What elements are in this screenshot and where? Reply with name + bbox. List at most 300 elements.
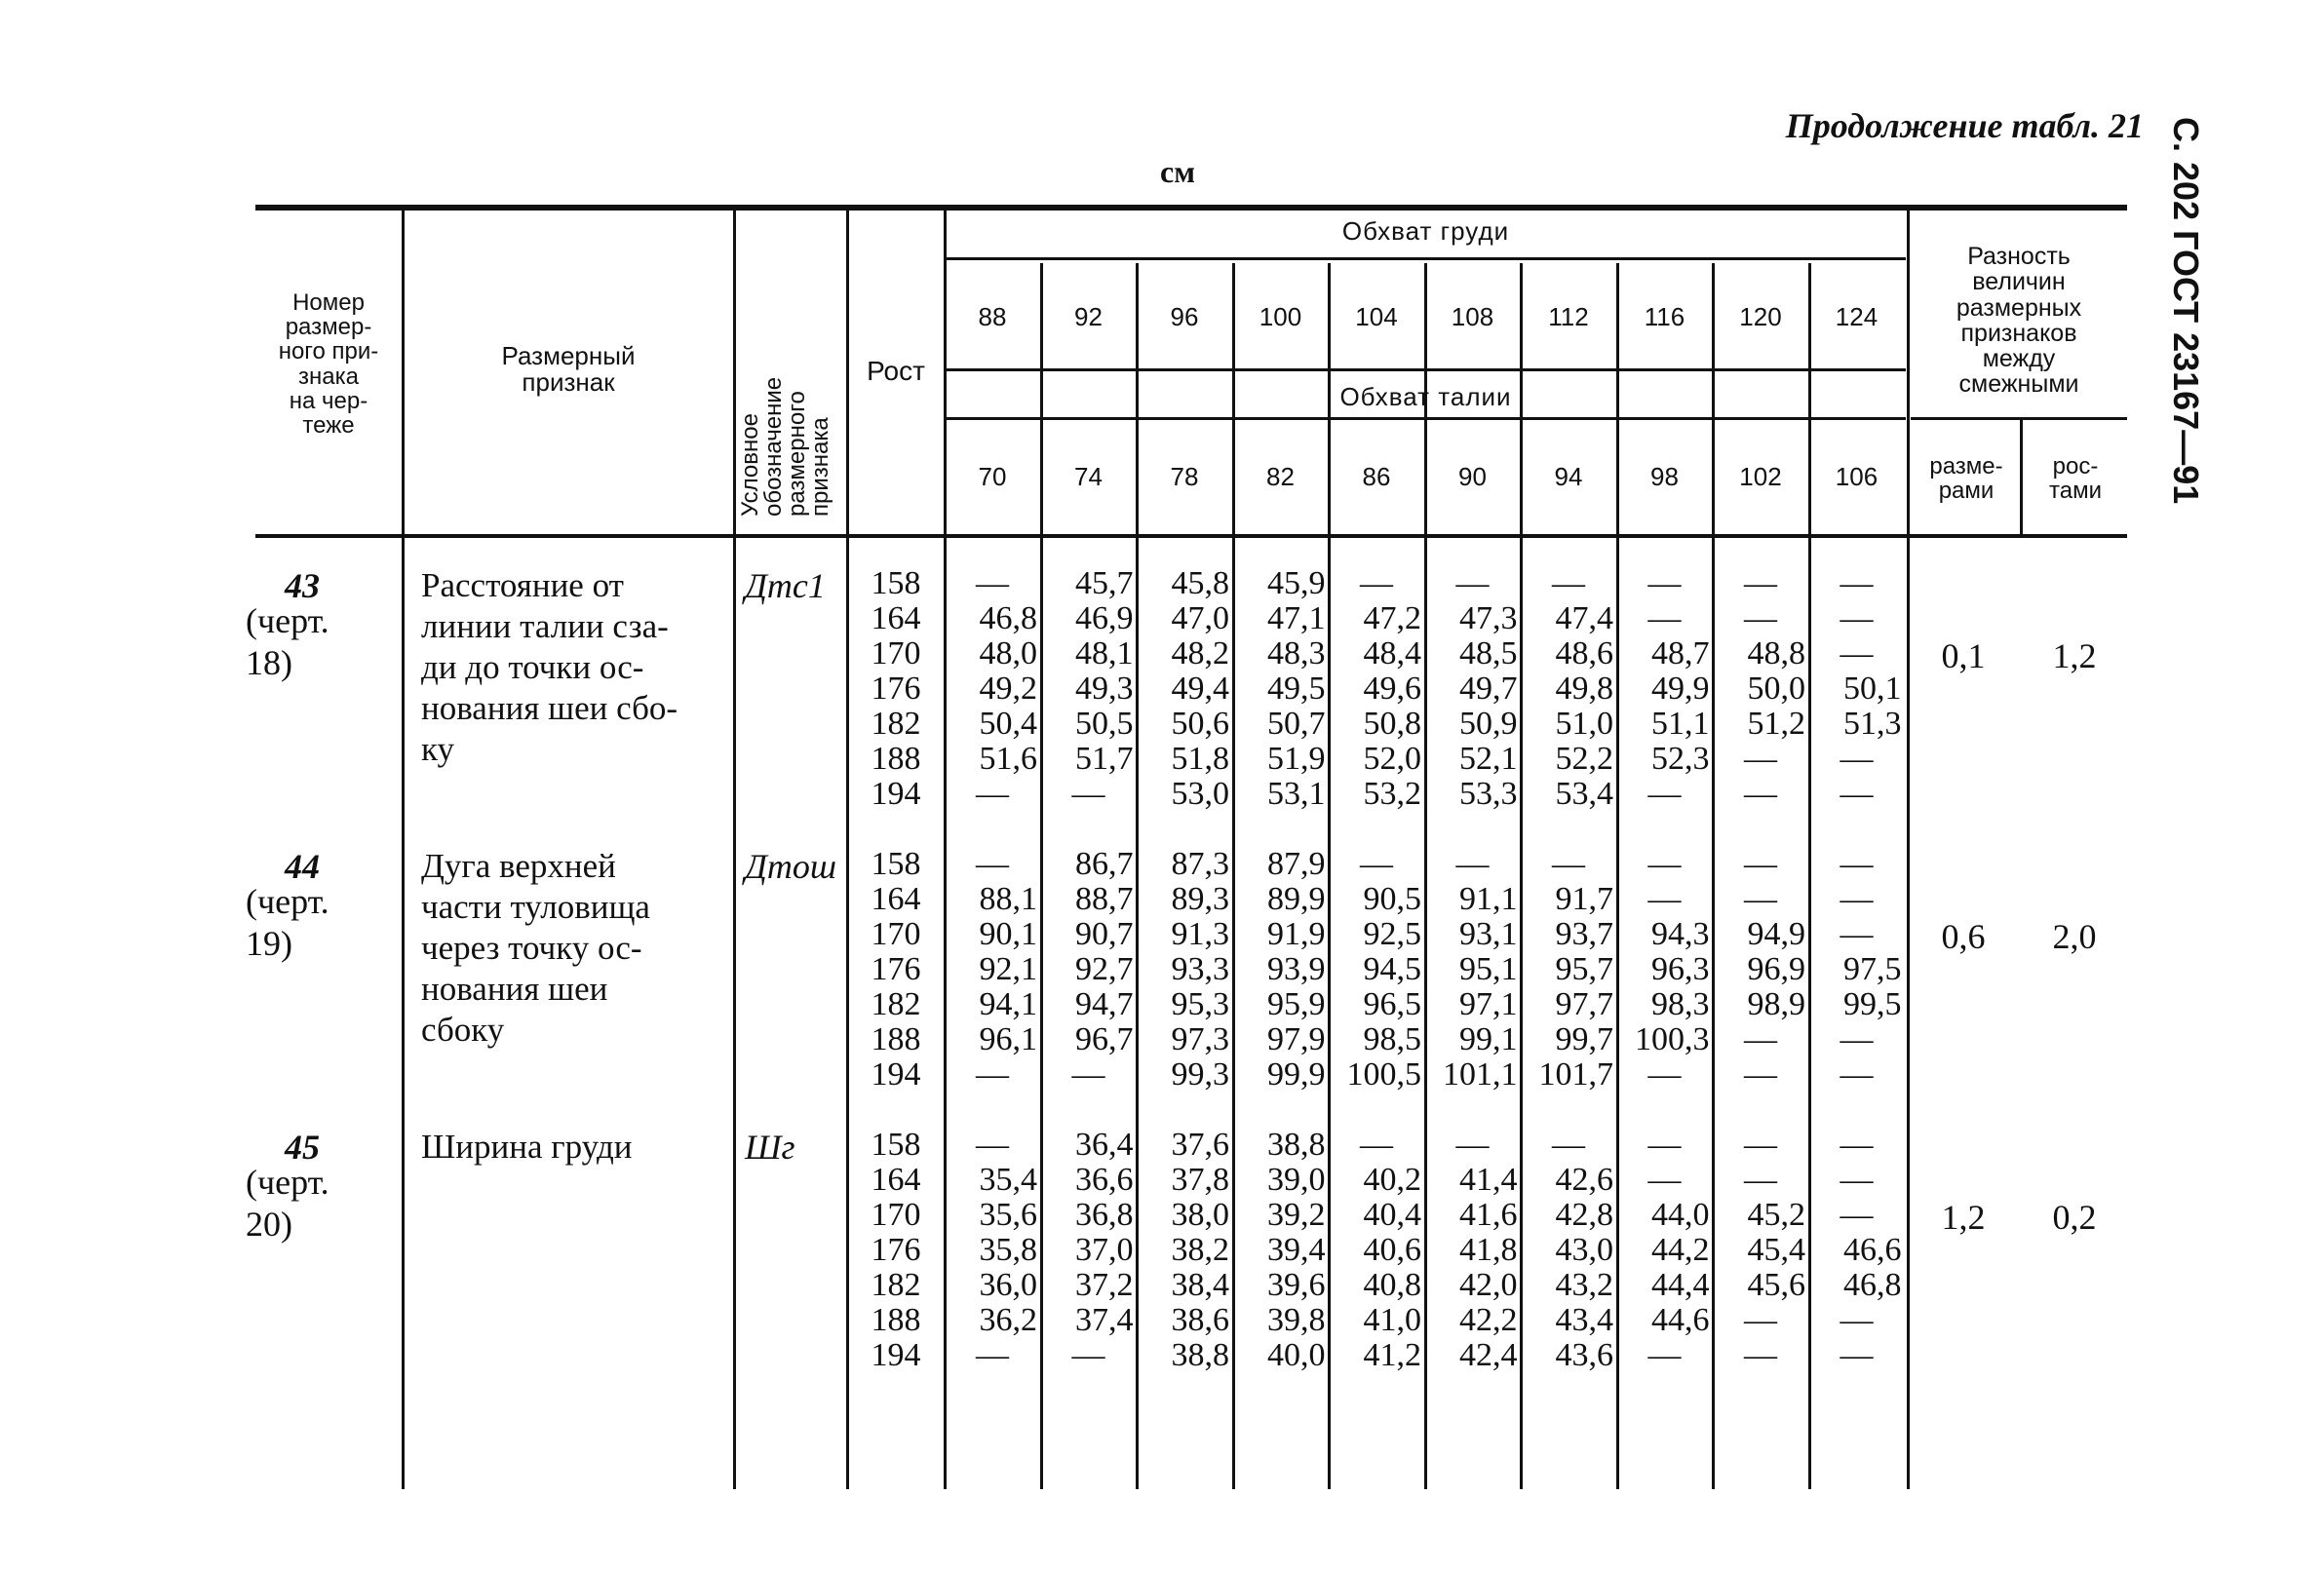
value-col-rule [1040,263,1043,1489]
table-cell: 38,8 [1267,1127,1326,1163]
height-value: 188 [871,1302,921,1338]
col-rule-1 [402,211,405,1489]
diff-heights-value: 0,2 [2052,1198,2097,1237]
chest-value-header: 108 [1451,302,1494,331]
height-value: 170 [871,635,921,671]
table-cell: — [976,1337,1009,1373]
waist-value-header: 94 [1554,462,1583,491]
header-bottom-rule [255,534,2127,538]
table-cell: 92,7 [1075,951,1134,987]
table-cell: 93,9 [1267,951,1326,987]
height-value: 194 [871,1337,921,1373]
table-cell: 39,4 [1267,1232,1326,1268]
continuation-title: Продолжение табл. 21 [1785,106,2144,145]
table-cell: 37,6 [1171,1127,1229,1163]
table-cell: 86,7 [1075,846,1134,882]
table-cell: 47,0 [1171,600,1229,636]
table-cell: 98,9 [1747,986,1805,1022]
feature-drawing-ref: (черт. 18) [246,601,329,683]
table-cell: 45,8 [1171,565,1229,601]
table-cell: — [976,846,1009,882]
diff-sizes-value: 0,6 [1941,917,1986,956]
table-cell: 48,2 [1171,635,1229,671]
feature-code: Шг [745,1128,795,1167]
table-cell: 51,1 [1651,706,1710,742]
table-cell: 97,3 [1171,1021,1229,1057]
table-cell: — [1552,565,1585,601]
table-cell: 36,8 [1075,1197,1134,1233]
table-cell: — [1455,846,1490,882]
col-rule-3 [846,211,849,1489]
waist-value-header: 82 [1266,462,1295,491]
diff-sizes-header: разме- рами [1929,453,2003,505]
table-cell: — [1744,776,1777,812]
table-cell: 49,9 [1651,671,1710,707]
table-cell: — [1744,1337,1777,1373]
table-cell: — [1647,1127,1682,1163]
table-cell: 40,6 [1363,1232,1421,1268]
table-cell: — [1840,1302,1874,1338]
table-cell: 45,7 [1075,565,1134,601]
value-col-rule [1136,263,1139,1489]
table-cell: — [1647,1162,1682,1198]
table-cell: 94,3 [1651,916,1710,952]
table-cell: 52,1 [1459,741,1518,777]
table-cell: 50,5 [1075,706,1134,742]
table-cell: 50,7 [1267,706,1326,742]
table-cell: 41,2 [1363,1337,1421,1373]
table-cell: 51,8 [1171,741,1229,777]
table-cell: 46,8 [979,600,1037,636]
table-cell: — [1840,1197,1874,1233]
feature-number: 43 [285,566,320,605]
table-cell: 88,1 [979,881,1037,917]
value-col-rule [1712,263,1715,1489]
table-cell: 50,8 [1363,706,1421,742]
table-cell: 96,7 [1075,1021,1134,1057]
height-value: 182 [871,986,921,1022]
table-cell: 35,8 [979,1232,1037,1268]
feature-number: 45 [285,1128,320,1167]
table-cell: 48,6 [1555,635,1613,671]
table-cell: 47,3 [1459,600,1518,636]
chest-value-header: 92 [1074,302,1103,331]
table-cell: 50,9 [1459,706,1518,742]
chest-label-rule [946,257,1906,260]
table-cell: 44,2 [1651,1232,1710,1268]
height-value: 176 [871,951,921,987]
table-cell: 48,7 [1651,635,1710,671]
table-cell: 51,2 [1747,706,1805,742]
table-cell: 90,5 [1363,881,1421,917]
chest-value-header: 88 [978,302,1007,331]
table-cell: 43,0 [1555,1232,1613,1268]
table-cell: 50,6 [1171,706,1229,742]
table-cell: — [1840,600,1874,636]
table-cell: 41,4 [1459,1162,1518,1198]
table-cell: 91,7 [1555,881,1613,917]
table-cell: — [1840,881,1874,917]
table-cell: 49,8 [1555,671,1613,707]
table-cell: 36,6 [1075,1162,1134,1198]
table-cell: 95,1 [1459,951,1518,987]
value-col-rule [1328,263,1331,1489]
table-cell: 53,3 [1459,776,1518,812]
table-cell: 38,0 [1171,1197,1229,1233]
table-cell: — [1840,565,1874,601]
table-cell: 49,3 [1075,671,1134,707]
table-cell: 93,3 [1171,951,1229,987]
table-cell: 42,4 [1459,1337,1518,1373]
chest-value-header: 100 [1259,302,1302,331]
table-cell: 48,8 [1747,635,1805,671]
diff-heights-header: рос- тами [2049,453,2102,505]
table-cell: — [1744,565,1777,601]
table-cell: — [1552,1127,1585,1163]
table-cell: 51,7 [1075,741,1134,777]
table-cell: 35,4 [979,1162,1037,1198]
value-col-rule [1232,263,1235,1489]
col-header-number: Номер размер- ного при- знака на чер- теже [278,289,379,439]
table-cell: 94,7 [1075,986,1134,1022]
table-cell: 95,9 [1267,986,1326,1022]
table-cell: 52,2 [1555,741,1613,777]
table-cell: 99,3 [1171,1056,1229,1093]
col-rule-diff [1907,211,1910,1489]
table-cell: 47,2 [1363,600,1421,636]
table-cell: 41,6 [1459,1197,1518,1233]
table-cell: — [1744,741,1777,777]
table-cell: 96,9 [1747,951,1805,987]
table-top-rule [255,205,2127,211]
table-cell: — [976,1056,1009,1093]
table-cell: 89,3 [1171,881,1229,917]
value-col-rule [1616,263,1619,1489]
table-cell: 39,0 [1267,1162,1326,1198]
table-cell: — [1744,1127,1777,1163]
feature-name: Ширина груди [421,1128,633,1166]
table-cell: 41,0 [1363,1302,1421,1338]
table-cell: 98,3 [1651,986,1710,1022]
table-cell: 50,4 [979,706,1037,742]
table-cell: 47,4 [1555,600,1613,636]
table-cell: 92,5 [1363,916,1421,952]
table-cell: — [1071,1056,1105,1093]
chest-girth-label: Обхват груди [1341,216,1510,246]
table-cell: — [1840,1127,1874,1163]
diff-heights-value: 2,0 [2052,917,2097,956]
height-value: 176 [871,1232,921,1268]
table-cell: — [1455,1127,1490,1163]
height-value: 170 [871,916,921,952]
table-cell: — [1360,1127,1393,1163]
table-cell: 96,1 [979,1021,1037,1057]
table-cell: 45,4 [1747,1232,1805,1268]
table-cell: 42,0 [1459,1267,1518,1303]
table-cell: 101,7 [1538,1056,1613,1093]
table-cell: 97,1 [1459,986,1518,1022]
table-cell: 49,2 [979,671,1037,707]
col-header-height: Рост [867,356,925,386]
table-cell: 87,3 [1171,846,1229,882]
table-cell: 49,7 [1459,671,1518,707]
table-cell: 50,0 [1747,671,1805,707]
height-value: 194 [871,1056,921,1093]
table-cell: — [1744,600,1777,636]
table-cell: 44,4 [1651,1267,1710,1303]
diff-sizes-value: 1,2 [1941,1198,1986,1237]
table-cell: 99,1 [1459,1021,1518,1057]
value-col-rule [1424,263,1427,1489]
table-cell: 94,5 [1363,951,1421,987]
waist-value-header: 102 [1739,462,1782,491]
table-cell: — [1647,600,1682,636]
chest-value-header: 124 [1835,302,1879,331]
table-cell: 98,5 [1363,1021,1421,1057]
table-cell: 40,4 [1363,1197,1421,1233]
table-cell: 95,3 [1171,986,1229,1022]
table-cell: 51,6 [979,741,1037,777]
height-value: 170 [871,1197,921,1233]
height-value: 158 [871,846,921,882]
height-value: 188 [871,1021,921,1057]
table-cell: 52,3 [1651,741,1710,777]
diff-header: Разность величин размерных признаков между смежными [1956,243,2082,399]
table-cell: 43,2 [1555,1267,1613,1303]
table-cell: — [1744,1162,1777,1198]
height-value: 164 [871,881,921,917]
feature-name: Дуга верхней части туловища через точку ос- нования шеи сбоку [421,847,650,1049]
table-cell: 51,9 [1267,741,1326,777]
table-cell: 37,2 [1075,1267,1134,1303]
table-cell: 96,5 [1363,986,1421,1022]
table-cell: 91,9 [1267,916,1326,952]
table-cell: — [1360,565,1393,601]
table-cell: 49,6 [1363,671,1421,707]
table-cell: 38,4 [1171,1267,1229,1303]
waist-girth-label: Обхват талии [1339,382,1512,411]
table-cell: — [1647,846,1682,882]
table-cell: 95,7 [1555,951,1613,987]
table-cell: — [1840,846,1874,882]
table-cell: 96,3 [1651,951,1710,987]
table-cell: 40,0 [1267,1337,1326,1373]
table-cell: 99,7 [1555,1021,1613,1057]
table-cell: 93,7 [1555,916,1613,952]
height-value: 164 [871,600,921,636]
table-cell: 100,5 [1346,1056,1421,1093]
table-cell: 49,4 [1171,671,1229,707]
table-cell: 47,1 [1267,600,1326,636]
table-cell: 45,2 [1747,1197,1805,1233]
unit-label: см [1160,154,1195,189]
table-cell: 40,2 [1363,1162,1421,1198]
table-cell: 48,1 [1075,635,1134,671]
feature-drawing-ref: (черт. 20) [246,1163,329,1245]
table-cell: 91,3 [1171,916,1229,952]
table-cell: — [1647,565,1682,601]
table-cell: — [1840,776,1874,812]
height-value: 164 [871,1162,921,1198]
diff-heights-value: 1,2 [2052,636,2097,675]
table-cell: 48,0 [979,635,1037,671]
table-cell: 97,9 [1267,1021,1326,1057]
chest-value-header: 116 [1644,302,1685,331]
col-rule-diff-split [2020,419,2023,536]
chest-value-header: 112 [1548,302,1589,331]
table-cell: 36,4 [1075,1127,1134,1163]
table-cell: 46,8 [1843,1267,1902,1303]
waist-value-header: 90 [1458,462,1487,491]
table-cell: 50,1 [1843,671,1902,707]
table-cell: 40,8 [1363,1267,1421,1303]
table-cell: — [1840,1162,1874,1198]
waist-value-header: 98 [1650,462,1679,491]
diff-sizes-value: 0,1 [1941,636,1986,675]
table-cell: 87,9 [1267,846,1326,882]
table-cell: 48,5 [1459,635,1518,671]
chest-value-header: 96 [1170,302,1199,331]
table-cell: 37,4 [1075,1302,1134,1338]
table-cell: 49,5 [1267,671,1326,707]
table-cell: 41,8 [1459,1232,1518,1268]
table-cell: 38,2 [1171,1232,1229,1268]
table-cell: — [1647,776,1682,812]
table-cell: 100,3 [1635,1021,1710,1057]
table-cell: 44,0 [1651,1197,1710,1233]
table-cell: 53,2 [1363,776,1421,812]
table-cell: 38,8 [1171,1337,1229,1373]
side-page-title [2159,117,2218,546]
table-cell: — [1455,565,1490,601]
table-cell: 99,9 [1267,1056,1326,1093]
table-cell: 91,1 [1459,881,1518,917]
table-cell: 37,0 [1075,1232,1134,1268]
table-cell: 36,2 [979,1302,1037,1338]
table-cell: — [1744,1302,1777,1338]
table-cell: — [1840,1337,1874,1373]
feature-name: Расстояние от линии талии сза- ди до точки ос- нования шеи сбо- ку [421,566,678,768]
feature-code: Дтош [745,847,837,886]
table-cell: 37,8 [1171,1162,1229,1198]
table-cell: 51,3 [1843,706,1902,742]
height-value: 158 [871,565,921,601]
table-cell: 97,7 [1555,986,1613,1022]
table-cell: — [976,1127,1009,1163]
table-cell: 94,9 [1747,916,1805,952]
table-cell: 44,6 [1651,1302,1710,1338]
table-cell: 99,5 [1843,986,1902,1022]
table-cell: 52,0 [1363,741,1421,777]
table-cell: 39,6 [1267,1267,1326,1303]
table-cell: 94,1 [979,986,1037,1022]
value-col-rule [1808,263,1811,1489]
table-cell: 39,8 [1267,1302,1326,1338]
table-cell: — [1840,1056,1874,1093]
table-cell: 35,6 [979,1197,1037,1233]
table-cell: — [1071,1337,1105,1373]
table-cell: — [976,776,1009,812]
diff-sub-rule [1911,417,2127,420]
table-cell: — [1744,1056,1777,1093]
table-cell: — [1071,776,1105,812]
table-cell: 92,1 [979,951,1037,987]
col-rule-2 [733,211,736,1489]
table-cell: — [1744,846,1777,882]
waist-value-header: 74 [1074,462,1103,491]
table-cell: 101,1 [1443,1056,1518,1093]
table-cell: 39,2 [1267,1197,1326,1233]
table-cell: — [1647,881,1682,917]
table-cell: 46,6 [1843,1232,1902,1268]
table-cell: 43,4 [1555,1302,1613,1338]
table-cell: — [1552,846,1585,882]
table-cell: — [1647,1337,1682,1373]
table-cell: 46,9 [1075,600,1134,636]
height-value: 182 [871,706,921,742]
value-col-rule [1520,263,1523,1489]
height-value: 194 [871,776,921,812]
feature-code: Дтс1 [745,566,826,605]
table-cell: 45,9 [1267,565,1326,601]
table-cell: — [1744,881,1777,917]
table-cell: 42,8 [1555,1197,1613,1233]
table-cell: 53,0 [1171,776,1229,812]
table-cell: 38,6 [1171,1302,1229,1338]
col-header-code: Условное обозначение размерного признака [737,376,833,517]
side-page-title-text: С. 202 ГОСТ 23167—91 [2166,117,2206,505]
table-cell: — [1840,916,1874,952]
table-cell: 51,0 [1555,706,1613,742]
table-cell: 90,7 [1075,916,1134,952]
col-header-name: Размерный признак [501,341,636,398]
table-cell: 89,9 [1267,881,1326,917]
table-cell: 48,3 [1267,635,1326,671]
height-value: 176 [871,671,921,707]
chest-value-header: 120 [1739,302,1782,331]
table-cell: 36,0 [979,1267,1037,1303]
chest-value-header: 104 [1355,302,1398,331]
waist-value-header: 106 [1835,462,1879,491]
waist-value-header: 70 [978,462,1007,491]
table-cell: — [1840,1021,1874,1057]
table-cell: 97,5 [1843,951,1902,987]
table-cell: — [1840,635,1874,671]
height-value: 158 [871,1127,921,1163]
waist-value-header: 86 [1362,462,1391,491]
table-cell: 53,1 [1267,776,1326,812]
table-cell: 42,2 [1459,1302,1518,1338]
table-cell: — [1744,1021,1777,1057]
feature-number: 44 [285,847,320,886]
table-cell: 45,6 [1747,1267,1805,1303]
table-cell: 42,6 [1555,1162,1613,1198]
table-cell: — [1360,846,1393,882]
table-cell: 90,1 [979,916,1037,952]
waist-value-header: 78 [1170,462,1199,491]
table-cell: 88,7 [1075,881,1134,917]
table-cell: — [976,565,1009,601]
height-value: 182 [871,1267,921,1303]
table-cell: — [1840,741,1874,777]
feature-drawing-ref: (черт. 19) [246,882,329,964]
table-cell: 43,6 [1555,1337,1613,1373]
table-cell: 48,4 [1363,635,1421,671]
table-cell: 53,4 [1555,776,1613,812]
height-value: 188 [871,741,921,777]
table-cell: 93,1 [1459,916,1518,952]
table-cell: — [1647,1056,1682,1093]
